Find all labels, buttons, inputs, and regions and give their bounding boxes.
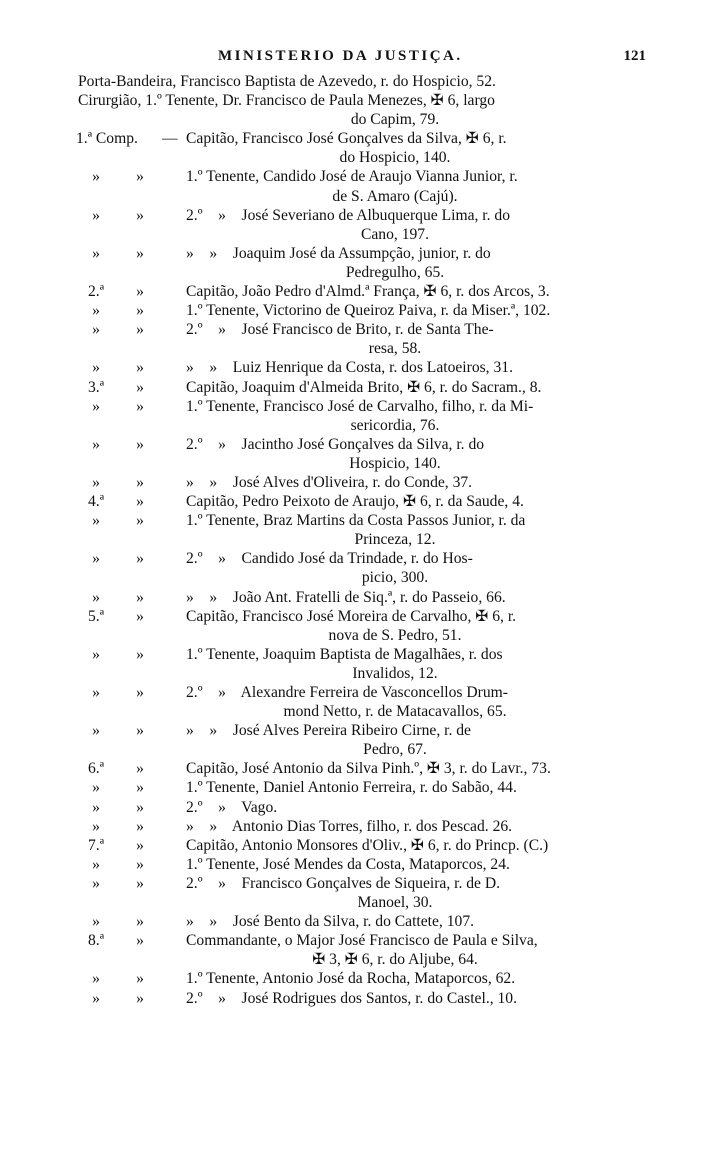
entry-text: Capitão, José Antonio da Silva Pinh.º, ✠ 3, r. do Lavr., 73. [186, 760, 551, 778]
company-column: » [92, 817, 100, 835]
entry-text: ✠ 3, ✠ 6, r. do Aljube, 64. [312, 951, 478, 969]
entry-line [78, 454, 652, 473]
ditto-column: » [136, 722, 144, 740]
entry-text: 2.º » Candido José da Trindade, r. do Hos- [186, 550, 473, 568]
ditto-column: » [136, 321, 144, 339]
entry-text: 2.º » José Severiano de Albuquerque Lima, r. do [186, 206, 511, 224]
company-column: » [92, 684, 100, 701]
entry-text: 2.º » José Francisco de Brito, r. de Santa The- [186, 321, 494, 339]
company-column: » [92, 722, 100, 740]
ditto-column: » [136, 302, 144, 320]
entry-text: resa, 58. [368, 340, 422, 358]
ditto-column: » [136, 588, 144, 606]
company-column: 8.ª [88, 932, 104, 950]
ditto-column: » [136, 168, 144, 186]
entry-text: 1.º Tenente, Joaquim Baptista de Magalhães, r. dos [186, 645, 503, 663]
entry-list [78, 72, 652, 1008]
ditto-column: » [136, 283, 144, 301]
entry-line [78, 645, 652, 664]
entry-line [78, 435, 652, 454]
entry-line [78, 893, 652, 912]
company-column: » [92, 244, 100, 262]
entry-line [78, 282, 652, 301]
ditto-column: » [136, 645, 144, 663]
entry-line [78, 72, 652, 91]
company-column: » [92, 359, 100, 377]
entry-text: nova de S. Pedro, 51. [328, 626, 462, 644]
entry-line [78, 759, 652, 778]
entry-line [78, 397, 652, 416]
entry-text: Pedro, 67. [363, 741, 427, 759]
entry-line [78, 187, 652, 206]
company-column: 2.ª [88, 283, 104, 301]
ditto-column: » [136, 779, 144, 797]
ditto-column: » [136, 855, 144, 873]
entry-line [78, 206, 652, 225]
entry-text: sericordia, 76. [350, 416, 440, 434]
company-column: » [92, 779, 100, 797]
entry-text: 1.º Tenente, Daniel Antonio Ferreira, r. do Sabão, 44. [186, 779, 517, 797]
ditto-column: » [136, 473, 144, 491]
entry-text: » » José Alves d'Oliveira, r. do Conde, 37. [186, 473, 473, 491]
company-column: » [92, 588, 100, 606]
entry-text: » » Antonio Dias Torres, filho, r. dos Pescad. 26. [186, 817, 513, 835]
entry-text: do Capim, 79. [350, 111, 440, 129]
entry-line [78, 416, 652, 435]
entry-line [78, 244, 652, 263]
ditto-column: » [136, 836, 144, 854]
entry-line [78, 378, 652, 397]
company-column: » [92, 645, 100, 663]
company-column: » [92, 302, 100, 320]
entry-text: Commandante, o Major José Francisco de Paula e Silva, [186, 932, 538, 950]
entry-text: Pedregulho, 65. [345, 263, 445, 281]
entry-text: » » José Bento da Silva, r. do Cattete, 107. [186, 913, 475, 931]
entry-line [78, 626, 652, 645]
entry-text: Invalidos, 12. [352, 664, 438, 682]
entry-text: Capitão, Francisco José Gonçalves da Silva, ✠ 6, r. [186, 130, 507, 148]
entry-line [78, 989, 652, 1008]
entry-text: » » Luiz Henrique da Costa, r. dos Latoeiros, 31. [186, 359, 513, 377]
dash-mark: — [162, 130, 178, 148]
ditto-column: » [136, 874, 144, 892]
entry-text: Capitão, João Pedro d'Almd.ª França, ✠ 6, r. dos Arcos, 3. [186, 283, 550, 301]
company-column: » [92, 913, 100, 931]
entry-line [78, 568, 652, 587]
company-column: 5.ª [88, 607, 104, 625]
entry-line [78, 320, 652, 339]
entry-text: mond Netto, r. de Matacavallos, 65. [283, 703, 507, 721]
entry-text: Manoel, 30. [357, 894, 433, 912]
ditto-column: » [136, 244, 144, 262]
ditto-column: » [136, 989, 144, 1007]
ditto-column: » [136, 359, 144, 377]
entry-line [78, 607, 652, 626]
company-column: » [92, 473, 100, 491]
entry-text: de S. Amaro (Cajú). [332, 187, 458, 205]
entry-line [78, 683, 652, 702]
entry-line [78, 817, 652, 836]
entry-line [78, 798, 652, 817]
company-column: » [92, 435, 100, 453]
company-column: » [92, 321, 100, 339]
entry-line [78, 492, 652, 511]
entry-text: Cirurgião, 1.º Tenente, Dr. Francisco de Paula Menezes, ✠ 6, largo [78, 92, 495, 110]
entry-text: 1.º Tenente, Francisco José de Carvalho, filho, r. da Mi- [186, 397, 534, 415]
entry-line [78, 473, 652, 492]
entry-text: Hospicio, 140. [349, 454, 441, 472]
company-column: » [92, 798, 100, 816]
company-column: » [92, 855, 100, 873]
company-column: » [92, 397, 100, 415]
company-column: 3.ª [88, 378, 104, 396]
entry-line [78, 664, 652, 683]
entry-text: » » Joaquim José da Assumpção, junior, r. do [186, 244, 491, 262]
ditto-column: » [136, 913, 144, 931]
ditto-column: » [136, 760, 144, 778]
entry-line [78, 969, 652, 988]
entry-line [78, 874, 652, 893]
ditto-column: » [136, 817, 144, 835]
ditto-column: » [136, 206, 144, 224]
ditto-column: » [136, 550, 144, 568]
entry-line [78, 912, 652, 931]
entry-text: Capitão, Joaquim d'Almeida Brito, ✠ 6, r. do Sacram., 8. [186, 378, 542, 396]
ditto-column: » [136, 684, 144, 701]
entry-line [78, 358, 652, 377]
ditto-column: » [136, 435, 144, 453]
entry-text: » » José Alves Pereira Ribeiro Cirne, r. de [186, 722, 471, 740]
entry-line [78, 91, 652, 110]
entry-line [78, 702, 652, 721]
entry-line [78, 855, 652, 874]
entry-text: 1.º Tenente, Victorino de Queiroz Paiva, r. da Miser.ª, 102. [186, 302, 551, 320]
entry-line [78, 129, 652, 148]
entry-line [78, 950, 652, 969]
entry-line [78, 225, 652, 244]
company-column: » [92, 206, 100, 224]
ditto-column: » [136, 378, 144, 396]
ditto-column: » [136, 798, 144, 816]
ditto-column: » [136, 397, 144, 415]
entry-line [78, 931, 652, 950]
entry-text: 1.º Tenente, José Mendes da Costa, Mataporcos, 24. [186, 855, 510, 873]
entry-line [78, 588, 652, 607]
company-label: 1.ª Comp. [76, 130, 138, 148]
entry-text: Capitão, Francisco José Moreira de Carvalho, ✠ 6, r. [186, 607, 517, 625]
entry-text: Capitão, Pedro Peixoto de Araujo, ✠ 6, r. da Saude, 4. [186, 493, 524, 511]
company-column: 7.ª [88, 836, 104, 854]
entry-line [78, 778, 652, 797]
company-column: » [92, 168, 100, 186]
ditto-column: » [136, 970, 144, 988]
entry-text: » » João Ant. Fratelli de Siq.ª, r. do Passeio, 66. [186, 588, 506, 606]
entry-line [78, 530, 652, 549]
entry-line [78, 148, 652, 167]
entry-text: 2.º » Francisco Gonçalves de Siqueira, r. de D. [186, 874, 501, 892]
ditto-column: » [136, 493, 144, 511]
running-title: MINISTERIO DA JUSTIÇA. [218, 48, 463, 64]
ditto-column: » [136, 512, 144, 530]
entry-text: 2.º » Alexandre Ferreira de Vasconcellos Drum- [186, 684, 508, 701]
entry-text: 1.º Tenente, Braz Martins da Costa Passos Junior, r. da [186, 512, 526, 530]
entry-text: 1.º Tenente, Candido José de Araujo Vianna Junior, r. [186, 168, 518, 186]
entry-line [78, 110, 652, 129]
page-header [78, 46, 652, 72]
entry-line [78, 263, 652, 282]
company-column: 6.ª [88, 760, 104, 778]
entry-line [78, 167, 652, 186]
ditto-column: » [136, 932, 144, 950]
entry-text: 1.º Tenente, Antonio José da Rocha, Mataporcos, 62. [186, 970, 516, 988]
entry-text: 2.º » Vago. [186, 798, 278, 816]
entry-line [78, 549, 652, 568]
company-column: » [92, 874, 100, 892]
entry-text: picio, 300. [361, 569, 429, 587]
entry-line [78, 301, 652, 320]
company-column: » [92, 989, 100, 1007]
company-column: 4.ª [88, 493, 104, 511]
entry-line [78, 740, 652, 759]
entry-text: Cano, 197. [360, 225, 429, 243]
entry-line [78, 836, 652, 855]
ditto-column: » [136, 607, 144, 625]
entry-line [78, 339, 652, 358]
entry-text: 2.º » Jacintho José Gonçalves da Silva, r. do [186, 435, 485, 453]
company-column: » [92, 970, 100, 988]
entry-text: Porta-Bandeira, Francisco Baptista de Azevedo, r. do Hospicio, 52. [78, 73, 496, 90]
page-number: 121 [623, 48, 646, 64]
company-column: » [92, 550, 100, 568]
entry-line [78, 721, 652, 740]
entry-text: Princeza, 12. [354, 531, 436, 549]
entry-text: Capitão, Antonio Monsores d'Oliv., ✠ 6, r. do Princp. (C.) [186, 836, 549, 854]
entry-text: do Hospicio, 140. [339, 149, 451, 167]
entry-line [78, 511, 652, 530]
entry-text: 2.º » José Rodrigues dos Santos, r. do Castel., 10. [186, 989, 518, 1007]
company-column: » [92, 512, 100, 530]
